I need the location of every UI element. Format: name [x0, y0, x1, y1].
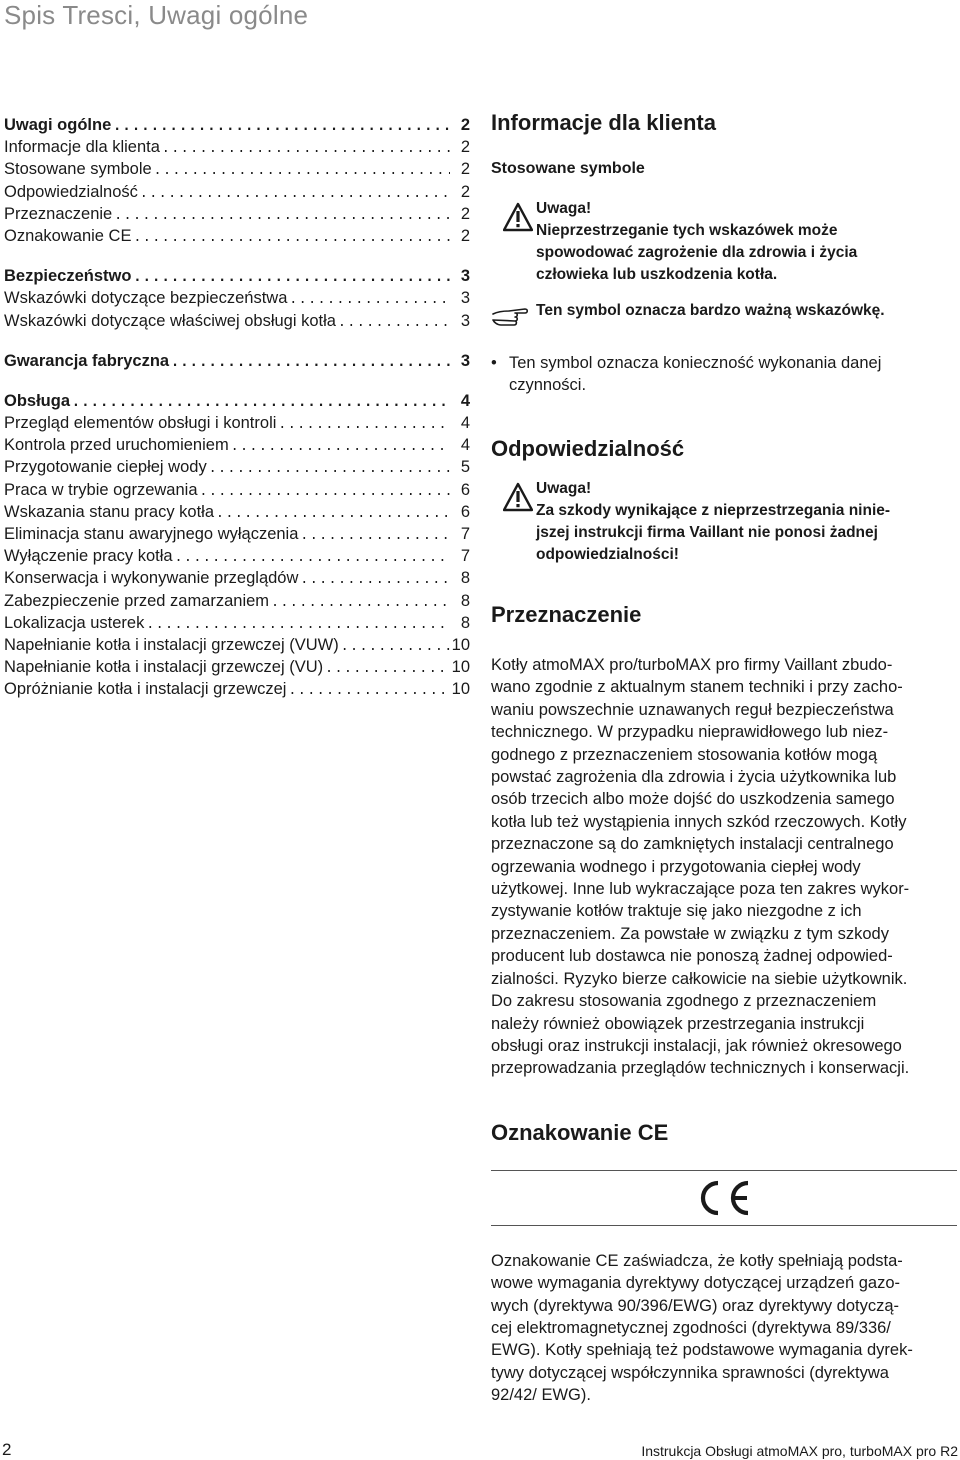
- toc-leader: [288, 680, 449, 700]
- toc-leader: [209, 458, 450, 478]
- text-line: waniu powszechnie uznawanych reguł bezpieczeństwa: [491, 700, 894, 719]
- toc-label: Wskazówki dotyczące właściwej obsługi kotła: [4, 311, 336, 330]
- toc-row[interactable]: [4, 265, 470, 287]
- toc-row[interactable]: [4, 287, 470, 309]
- toc-leader: [72, 392, 450, 412]
- ce-heading: Oznakowanie CE: [491, 1119, 669, 1145]
- text-line: producent lub dostawca nie ponoszą żadnej odpowied-: [491, 947, 893, 966]
- toc-label: Odpowiedzialność: [4, 182, 138, 201]
- toc-leader: [140, 183, 450, 203]
- bullet-note: [491, 352, 957, 396]
- toc-page: 8: [460, 591, 470, 610]
- toc-row[interactable]: [4, 181, 470, 203]
- warning-note: [491, 478, 957, 566]
- toc-label: Przeznaczenie: [4, 204, 113, 223]
- warning-triangle-icon: [503, 482, 533, 512]
- bullet-line: • Ten symbol oznacza konieczność wykonania danej: [509, 354, 882, 372]
- toc-page: 8: [460, 613, 470, 632]
- toc-row[interactable]: [4, 412, 470, 434]
- text-line: obsługi oraz instrukcji instalacji, jak również okresowego: [491, 1036, 902, 1055]
- toc-leader: [154, 160, 450, 180]
- text-line: osób trzecich albo może dojść do uszkodzenia samego: [491, 790, 895, 809]
- right-column: [491, 108, 957, 1407]
- toc-label: Przegląd elementów obsługi i kontroli: [4, 414, 277, 433]
- toc-page: 2: [460, 182, 470, 201]
- toc-label: Zabezpieczenie przed zamarzaniem: [4, 591, 270, 610]
- text-line: zialności. Ryzyko bierze całkowicie na siebie użytkownik.: [491, 969, 908, 988]
- toc-row[interactable]: [4, 479, 470, 501]
- text-line: EWG). Kotły spełniają też podstawowe wymagania dyrek-: [491, 1341, 913, 1360]
- toc-page: 4: [460, 391, 470, 410]
- toc-leader: [300, 525, 450, 545]
- toc-label: Opróżnianie kotła i instalacji grzewczej: [4, 680, 287, 699]
- toc-leader: [338, 312, 450, 332]
- toc-label: Gwarancja fabryczna: [4, 351, 170, 370]
- toc-page: 6: [460, 480, 470, 499]
- bullet-line: czynności.: [509, 376, 587, 394]
- toc-page: 3: [460, 351, 470, 370]
- toc-page: 4: [460, 436, 470, 455]
- toc-row[interactable]: [4, 310, 470, 332]
- toc-page: 4: [460, 414, 470, 433]
- toc-leader: [113, 116, 450, 136]
- toc-label: Eliminacja stanu awaryjnego wyłączenia: [4, 525, 299, 543]
- toc-leader: [300, 569, 450, 589]
- toc-page: 8: [460, 569, 470, 588]
- text-line: Kotły atmoMAX pro/turboMAX pro firmy Vaillant zbudo-: [491, 656, 893, 674]
- toc-leader: [133, 227, 450, 247]
- toc-row[interactable]: [4, 634, 470, 656]
- toc-label: Wyłączenie pracy kotła: [4, 547, 173, 566]
- toc-row[interactable]: [4, 523, 470, 545]
- toc-leader: [162, 138, 450, 158]
- text-line: kotła lub też wystąpienia innych szkód rzeczowych. Kotły: [491, 812, 907, 831]
- toc-row[interactable]: [4, 225, 470, 247]
- toc-leader: [341, 636, 450, 656]
- toc-page: 2: [460, 204, 470, 223]
- page-title: Spis Tresci, Uwagi ogólne: [4, 0, 309, 30]
- toc-page: 7: [460, 525, 470, 543]
- ce-mark-icon: [694, 1178, 754, 1218]
- toc-leader: [325, 658, 450, 678]
- toc-label: Oznakowanie CE: [4, 226, 132, 245]
- toc-row[interactable]: [4, 612, 470, 634]
- text-line: godnego z przeznaczeniem stosowania kotłów mogą: [491, 745, 878, 764]
- toc-leader: [289, 289, 450, 309]
- toc-page: 3: [460, 289, 470, 308]
- toc-leader: [216, 503, 450, 523]
- text-line: ogrzewania wodnego i przygotowania ciepłej wody: [491, 857, 861, 876]
- warning-title: Uwaga!: [536, 480, 592, 497]
- warning-line: człowieka lub uszkodzenia kotła.: [536, 266, 778, 283]
- toc-page: 2: [460, 116, 470, 134]
- responsibility-heading: Odpowiedzialność: [491, 436, 685, 461]
- toc-leader: [200, 481, 450, 501]
- info-heading: Informacje dla klienta: [491, 110, 716, 135]
- toc-label: Napełnianie kotła i instalacji grzewczej (VU): [4, 658, 324, 677]
- toc-leader: [146, 614, 450, 634]
- toc-leader: [175, 547, 450, 567]
- toc-leader: [114, 205, 450, 225]
- toc-label: Przygotowanie ciepłej wody: [4, 458, 207, 477]
- text-line: wano zgodnie z aktualnym stanem techniki i przy zacho-: [491, 678, 903, 697]
- page-number: 2: [2, 1440, 12, 1459]
- toc-label: Obsługa: [4, 391, 71, 410]
- toc-page: 2: [460, 138, 470, 157]
- text-line: powstać zagrożenia dla zdrowia i życia użytkownika lub: [491, 768, 897, 787]
- toc-row[interactable]: [4, 545, 470, 567]
- toc-label: Lokalizacja usterek: [4, 613, 145, 632]
- warning-line: spowodować zagrożenie dla zdrowia i życia: [536, 244, 858, 261]
- purpose-heading: Przeznaczenie: [491, 602, 642, 627]
- toc-row[interactable]: [4, 678, 470, 700]
- toc-page: 3: [460, 311, 470, 330]
- text-line: przeprowadzania przeglądów technicznych i konserwacji.: [491, 1059, 910, 1078]
- warning-line: Za szkody wynikające z nieprzestrzegania ninie-: [536, 502, 891, 519]
- toc-row[interactable]: [4, 456, 470, 478]
- warning-line: odpowiedzialności!: [536, 546, 679, 563]
- toc-row[interactable]: [4, 350, 470, 372]
- text-line: tywy dotyczącej współczynnika sprawności (dyrektywa: [491, 1363, 889, 1382]
- warning-line: jszej instrukcji firma Vaillant nie ponosi żadnej: [536, 524, 878, 541]
- toc-row[interactable]: [4, 567, 470, 589]
- toc-label: Kontrola przed uruchomieniem: [4, 436, 229, 455]
- text-line: cej elektromagnetycznej zgodności (dyrektywa 89/336/: [491, 1318, 891, 1337]
- toc-page: 6: [460, 502, 470, 521]
- toc-row[interactable]: [4, 114, 470, 136]
- warning-note: [491, 198, 957, 286]
- text-line: należy również obowiązek przestrzegania instrukcji: [491, 1014, 865, 1033]
- text-line: zystywanie kotłów traktuje się jako niezgodne z ich: [491, 902, 862, 921]
- text-line: wych (dyrektywa 90/396/EWG) oraz dyrektywy dotyczą-: [491, 1296, 900, 1315]
- toc-page: 2: [460, 226, 470, 245]
- warning-line: Nieprzestrzeganie tych wskazówek może: [536, 222, 838, 239]
- toc-leader: [278, 414, 450, 434]
- text-line: 92/42/ EWG).: [491, 1386, 591, 1405]
- ce-mark-box: [491, 1170, 957, 1226]
- toc-page: 10: [451, 635, 470, 654]
- toc-row[interactable]: [4, 390, 470, 412]
- toc-leader: [231, 436, 450, 456]
- toc-row[interactable]: [4, 136, 470, 158]
- warning-triangle-icon: [503, 202, 533, 232]
- toc-page: 7: [460, 547, 470, 566]
- toc-label: Napełnianie kotła i instalacji grzewczej (VUW): [4, 635, 339, 654]
- toc-leader: [171, 352, 450, 372]
- toc-label: Informacje dla klienta: [4, 138, 160, 157]
- toc-label: Konserwacja i wykonywanie przeglądów: [4, 569, 299, 588]
- text-line: użytkowej. Inne lub wykraczające poza ten zakres wykor-: [491, 880, 910, 899]
- text-line: Do zakresu stosowania zgodnego z przeznaczeniem: [491, 992, 877, 1011]
- toc-leader: [271, 592, 450, 612]
- toc-label: Wskazówki dotyczące bezpieczeństwa: [4, 289, 288, 308]
- symbols-heading: Stosowane symbole: [491, 160, 645, 177]
- important-note-text: Ten symbol oznacza bardzo ważną wskazówkę.: [536, 302, 885, 319]
- toc-row[interactable]: [4, 501, 470, 523]
- text-line: wowe wymagania dyrektywy dotyczącej urządzeń gazo-: [491, 1274, 901, 1293]
- toc-row[interactable]: [4, 203, 470, 225]
- toc-label: Bezpieczeństwo: [4, 267, 132, 286]
- toc-page: 10: [451, 658, 470, 677]
- toc-page: 5: [460, 458, 470, 477]
- toc-row[interactable]: [4, 590, 470, 612]
- pointing-hand-icon: [491, 302, 531, 328]
- toc-label: Praca w trybie ogrzewania: [4, 480, 198, 499]
- toc-row[interactable]: [4, 656, 470, 678]
- warning-title: Uwaga!: [536, 200, 592, 217]
- text-line: przeznaczeniem. Za powstałe w związku z tym szkody: [491, 924, 889, 943]
- toc-label: Stosowane symbole: [4, 160, 152, 179]
- toc-row[interactable]: [4, 158, 470, 180]
- important-note: [491, 300, 957, 322]
- toc-page: 2: [460, 160, 470, 179]
- toc-label: Uwagi ogólne: [4, 116, 112, 134]
- toc-page: 3: [460, 267, 470, 286]
- toc-page: 10: [451, 680, 470, 699]
- toc-label: Wskazania stanu pracy kotła: [4, 502, 215, 521]
- text-line: Oznakowanie CE zaświadcza, że kotły spełniają podsta-: [491, 1251, 903, 1270]
- text-line: technicznego. W przypadku nieprawidłowego lub niez-: [491, 723, 889, 742]
- text-line: przeznaczone są do zamkniętych instalacji centralnego: [491, 835, 894, 854]
- table-of-contents: [4, 114, 470, 701]
- document-title: Instrukcja Obsługi atmoMAX pro, turboMAX pro R2: [641, 1443, 958, 1459]
- purpose-paragraph: [491, 654, 957, 1080]
- toc-leader: [133, 267, 450, 287]
- toc-row[interactable]: [4, 434, 470, 456]
- ce-paragraph: [491, 1250, 957, 1407]
